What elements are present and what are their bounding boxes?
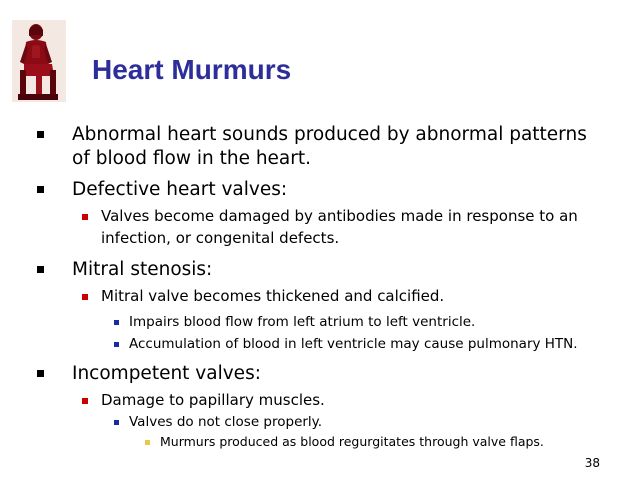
bullet-square-icon [114,342,119,347]
bullet-text: Abnormal heart sounds produced by abnormal patterns [72,124,587,145]
bullet-text: Accumulation of blood in left ventricle may cause pulmonary HTN. [129,336,578,352]
bullet-square-icon [37,266,44,273]
bullet-text: Valves do not close properly. [129,414,323,430]
bullet-square-icon [145,440,150,445]
bullet-square-icon [82,398,88,404]
bullet-text: Damage to papillary muscles. [101,391,325,409]
bullet-square-icon [37,131,44,138]
bullet-text: Mitral stenosis: [72,259,213,280]
slide-title: Heart Murmurs [92,54,292,85]
bullet-square-icon [114,420,119,425]
bullet-text: Impairs blood flow from left atrium to left ventricle. [129,314,476,330]
bullet-text: Murmurs produced as blood regurgitates through valve flaps. [160,434,544,449]
bullet-text: Incompetent valves: [72,363,261,384]
bullet-square-icon [37,186,44,193]
page-number: 38 [584,456,600,470]
bullet-text-continued: of blood flow in the heart. [72,148,312,169]
seated-figure-statue-icon [12,20,66,102]
bullet-text: Mitral valve becomes thickened and calcified. [101,287,445,305]
bullet-square-icon [37,370,44,377]
bullet-square-icon [82,294,88,300]
bullet-text: Valves become damaged by antibodies made in response to an [101,207,578,225]
bullet-square-icon [114,320,119,325]
bullet-text-continued: infection, or congenital defects. [101,229,340,247]
bullet-text: Defective heart valves: [72,179,288,200]
bullet-square-icon [82,214,88,220]
